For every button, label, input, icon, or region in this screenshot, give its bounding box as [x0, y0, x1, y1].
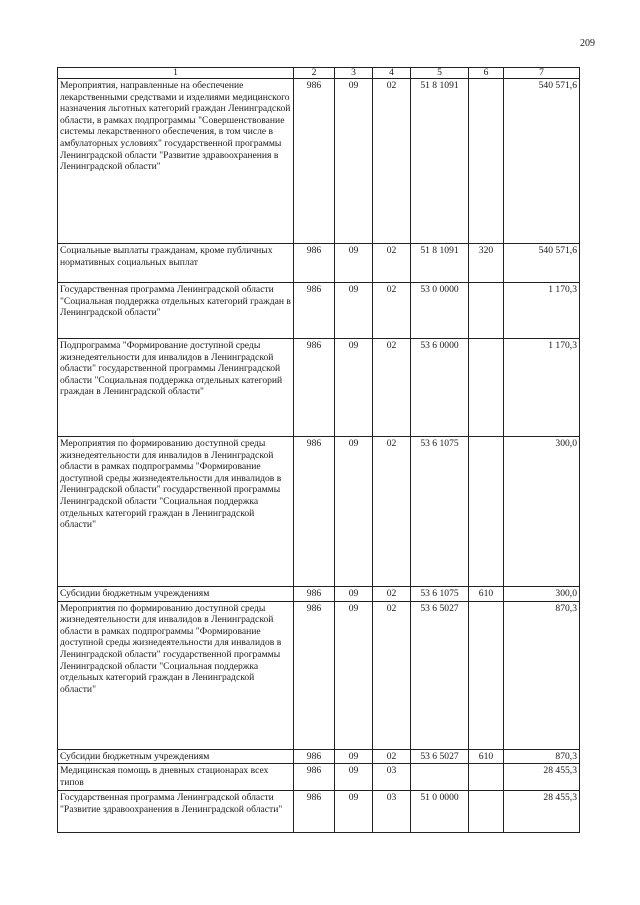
- row-description: Мероприятия, направленные на обеспечение лекарственными средствами и изделиями медицинского назначения льготных категорий граждан Ленинградской области, в рамках подпрограммы "Совершенствование системы лекарственного обеспечения, в том числе в амбулаторных условиях" государственной программы Ленинградской области "Развитие здравоохранения в Ленинградской области": [58, 79, 294, 244]
- subsection-code: 02: [373, 437, 411, 587]
- column-header: 6: [469, 68, 504, 79]
- expense-type-code: [469, 791, 504, 833]
- target-article-code: 51 0 0000: [411, 791, 469, 833]
- expense-type-code: 610: [469, 587, 504, 602]
- section-code: 09: [335, 791, 373, 833]
- target-article-code: 53 6 0000: [411, 339, 469, 437]
- ministry-code: 986: [294, 339, 335, 437]
- column-header: 5: [411, 68, 469, 79]
- table-row: [58, 791, 580, 833]
- table-row: [58, 764, 580, 791]
- section-code: 09: [335, 283, 373, 339]
- column-header: 3: [335, 68, 373, 79]
- table-header-row: [58, 68, 580, 79]
- section-code: 09: [335, 764, 373, 791]
- expense-type-code: [469, 437, 504, 587]
- row-description: Мероприятия по формированию доступной среды жизнедеятельности для инвалидов в Ленинградской области в рамках подпрограммы "Формирование доступной среды жизнедеятельности для инвалидов в Ленинградской области" государственной программы Ленинградской области "Социальная поддержка отдельных категорий граждан в Ленинградской области": [58, 601, 294, 749]
- target-article-code: 51 8 1091: [411, 79, 469, 244]
- table-row: [58, 244, 580, 283]
- table-row: [58, 79, 580, 244]
- section-code: 09: [335, 339, 373, 437]
- amount-value: 540 571,6: [504, 79, 580, 244]
- row-description: Субсидии бюджетным учреждениям: [58, 587, 294, 602]
- expense-type-code: 320: [469, 244, 504, 283]
- section-code: 09: [335, 79, 373, 244]
- target-article-code: 53 6 5027: [411, 749, 469, 764]
- row-description: Государственная программа Ленинградской области "Социальная поддержка отдельных категорий граждан в Ленинградской области": [58, 283, 294, 339]
- table-row: [58, 587, 580, 602]
- section-code: 09: [335, 601, 373, 749]
- row-description: Подпрограмма "Формирование доступной среды жизнедеятельности для инвалидов в Ленинградской области" государственной программы Ленинградской области "Социальная поддержка отдельных категорий граждан в Ленинградской области": [58, 339, 294, 437]
- ministry-code: 986: [294, 791, 335, 833]
- subsection-code: 02: [373, 339, 411, 437]
- target-article-code: 53 6 1075: [411, 437, 469, 587]
- amount-value: 870,3: [504, 601, 580, 749]
- column-header: 2: [294, 68, 335, 79]
- amount-value: 540 571,6: [504, 244, 580, 283]
- row-description: Социальные выплаты гражданам, кроме публичных нормативных социальных выплат: [58, 244, 294, 283]
- table-row: [58, 283, 580, 339]
- target-article-code: 53 6 5027: [411, 601, 469, 749]
- subsection-code: 02: [373, 79, 411, 244]
- expense-type-code: [469, 79, 504, 244]
- column-header: 7: [504, 68, 580, 79]
- column-header: 4: [373, 68, 411, 79]
- amount-value: 28 455,3: [504, 764, 580, 791]
- section-code: 09: [335, 749, 373, 764]
- ministry-code: 986: [294, 283, 335, 339]
- subsection-code: 03: [373, 764, 411, 791]
- row-description: Мероприятия по формированию доступной среды жизнедеятельности для инвалидов в Ленинградской области в рамках подпрограммы "Формирование доступной среды жизнедеятельности для инвалидов в Ленинградской области" государственной программы Ленинградской области "Социальная поддержка отдельных категорий граждан в Ленинградской области": [58, 437, 294, 587]
- section-code: 09: [335, 437, 373, 587]
- section-code: 09: [335, 587, 373, 602]
- ministry-code: 986: [294, 764, 335, 791]
- target-article-code: 53 6 1075: [411, 587, 469, 602]
- target-article-code: [411, 764, 469, 791]
- expense-type-code: [469, 764, 504, 791]
- ministry-code: 986: [294, 749, 335, 764]
- row-description: Государственная программа Ленинградской области "Развитие здравоохранения в Ленинградской области": [58, 791, 294, 833]
- target-article-code: 51 8 1091: [411, 244, 469, 283]
- table-row: [58, 437, 580, 587]
- amount-value: 300,0: [504, 437, 580, 587]
- subsection-code: 03: [373, 791, 411, 833]
- expense-type-code: [469, 283, 504, 339]
- ministry-code: 986: [294, 79, 335, 244]
- table-row: [58, 749, 580, 764]
- ministry-code: 986: [294, 244, 335, 283]
- subsection-code: 02: [373, 749, 411, 764]
- budget-table: [57, 67, 580, 833]
- ministry-code: 986: [294, 601, 335, 749]
- table-row: [58, 601, 580, 749]
- section-code: 09: [335, 244, 373, 283]
- row-description: Медицинская помощь в дневных стационарах всех типов: [58, 764, 294, 791]
- subsection-code: 02: [373, 587, 411, 602]
- row-description: Субсидии бюджетным учреждениям: [58, 749, 294, 764]
- expense-type-code: [469, 601, 504, 749]
- ministry-code: 986: [294, 437, 335, 587]
- amount-value: 870,3: [504, 749, 580, 764]
- column-header: 1: [58, 68, 294, 79]
- page-number: 209: [580, 38, 595, 49]
- target-article-code: 53 0 0000: [411, 283, 469, 339]
- subsection-code: 02: [373, 283, 411, 339]
- ministry-code: 986: [294, 587, 335, 602]
- amount-value: 1 170,3: [504, 283, 580, 339]
- subsection-code: 02: [373, 244, 411, 283]
- amount-value: 1 170,3: [504, 339, 580, 437]
- table-row: [58, 339, 580, 437]
- subsection-code: 02: [373, 601, 411, 749]
- expense-type-code: [469, 339, 504, 437]
- amount-value: 28 455,3: [504, 791, 580, 833]
- amount-value: 300,0: [504, 587, 580, 602]
- expense-type-code: 610: [469, 749, 504, 764]
